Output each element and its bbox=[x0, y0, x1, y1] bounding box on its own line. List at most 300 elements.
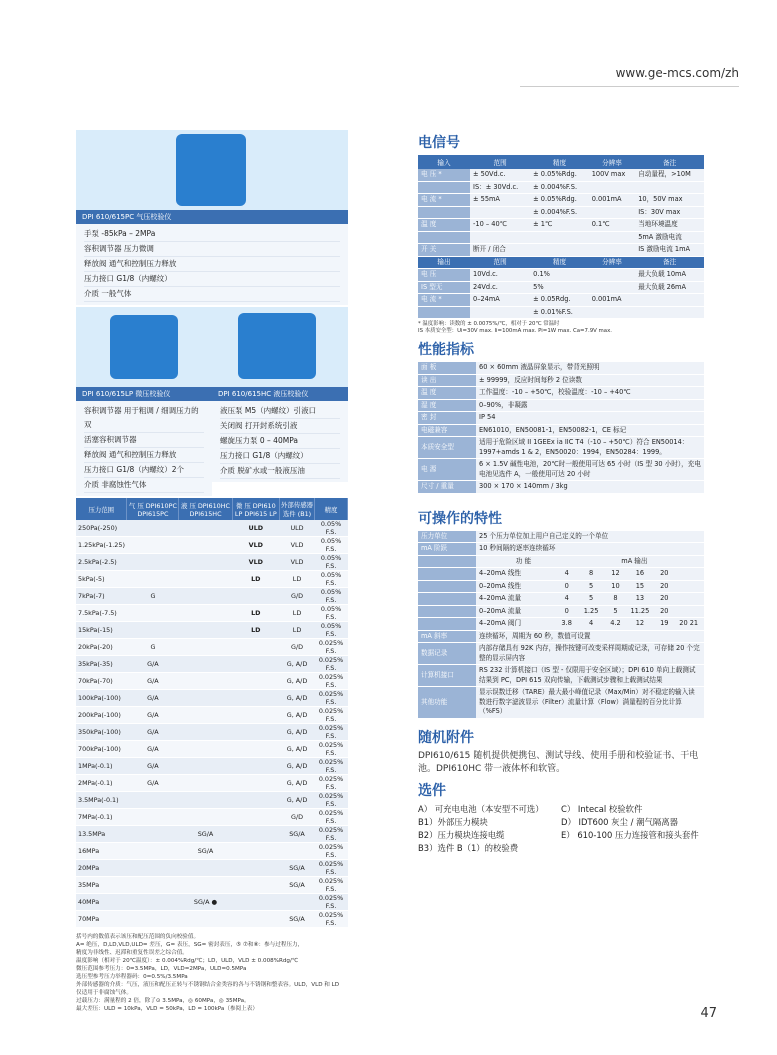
oper-table bbox=[418, 531, 704, 719]
perf-row-value: IP 54 bbox=[476, 412, 704, 425]
spec-cell: SG/A bbox=[280, 860, 315, 877]
spec-cell: G/D bbox=[280, 809, 315, 826]
out-row bbox=[418, 269, 704, 282]
out-row-cell bbox=[470, 306, 530, 319]
perf-row bbox=[418, 424, 704, 437]
spec-row bbox=[76, 537, 348, 554]
out-header: 分辨率 bbox=[589, 256, 635, 269]
func-cell: 16 bbox=[635, 569, 645, 577]
func-cell: 10 bbox=[611, 581, 620, 590]
out-row-cell: 0.001mA bbox=[589, 294, 635, 307]
option-item: B1）外部压力模块 bbox=[418, 816, 488, 827]
spec-row bbox=[76, 775, 348, 792]
spec-cell: 100kPa(-100) bbox=[76, 690, 127, 707]
func-header-row bbox=[418, 555, 704, 568]
spec-cell: 0.025% F.S. bbox=[315, 775, 348, 792]
func-cell: 3.8 bbox=[561, 619, 572, 627]
elec-row-cell: 自动量程，>10M bbox=[635, 169, 704, 181]
func-cell: 4 bbox=[588, 619, 594, 627]
spec-cell: 7MPa(-0.1) bbox=[76, 809, 127, 826]
perf-row-label: 密 封 bbox=[418, 412, 476, 425]
desc-line: 介质 脱矿水或一般液压油 bbox=[220, 464, 340, 479]
perf-row-value: 0–90%，非凝露 bbox=[476, 399, 704, 412]
spec-cell: SG/A bbox=[179, 826, 232, 843]
func-cell: 20 bbox=[660, 581, 669, 590]
spec-cell: G/A bbox=[127, 741, 179, 758]
func-cell bbox=[677, 594, 701, 604]
out-row-cell bbox=[635, 294, 704, 307]
perf-row-label: 本质安全型 bbox=[418, 437, 476, 459]
oper-row-label: 计算机接口 bbox=[418, 665, 476, 687]
option-item: D） IDT600 灰尘 / 潮气隔离器 bbox=[561, 816, 678, 827]
func-cell: 19 bbox=[660, 619, 669, 627]
func-row bbox=[418, 580, 704, 593]
elec-row-cell bbox=[418, 231, 470, 244]
out-row bbox=[418, 294, 704, 307]
oper-row-label: mA 阶跃 bbox=[418, 543, 476, 556]
spec-cell bbox=[232, 673, 279, 690]
spec-cell bbox=[179, 537, 232, 554]
spec-cell bbox=[127, 911, 179, 928]
elec-row-cell: 100V max bbox=[589, 169, 635, 181]
elec-row-cell: 电 流 * bbox=[418, 194, 470, 207]
spec-cell: SG/A bbox=[179, 843, 232, 860]
elec-title: 电信号 bbox=[418, 135, 460, 151]
spec-cell bbox=[127, 826, 179, 843]
perf-row-label: 湿 度 bbox=[418, 399, 476, 412]
lp-caption: DPI 610/615LP 微压校验仪 bbox=[76, 387, 212, 401]
func-cell: 4–20mA 线性 bbox=[479, 569, 522, 577]
out-row-cell: 最大负载 26mA bbox=[635, 281, 704, 294]
spec-row bbox=[76, 758, 348, 775]
spec-cell bbox=[179, 656, 232, 673]
elec-row-cell bbox=[470, 206, 530, 219]
note-line: 微压范围参考压力：0=3.5MPa，LD，VLD=2MPa，ULD=0.5MPa bbox=[76, 966, 247, 972]
spec-header: 外部传感器选件 (B1) bbox=[280, 498, 315, 520]
spec-cell bbox=[232, 911, 279, 928]
out-row-cell: ± 0.05Rdg. bbox=[530, 294, 589, 307]
func-spacer bbox=[418, 618, 476, 631]
spec-cell: 0.05% F.S. bbox=[315, 588, 348, 605]
oper-title: 可操作的特性 bbox=[418, 510, 502, 527]
perf-row-value: ± 99999，反应时间每秒 2 位读数 bbox=[476, 374, 704, 387]
spec-cell: 70MPa bbox=[76, 911, 127, 928]
spec-cell: G/A bbox=[127, 656, 179, 673]
elec-row bbox=[418, 169, 704, 181]
spec-cell bbox=[127, 520, 179, 537]
perf-title: 性能指标 bbox=[418, 342, 474, 358]
spec-cell: 13.5MPa bbox=[76, 826, 127, 843]
out-row-cell bbox=[589, 306, 635, 319]
spec-row bbox=[76, 894, 348, 911]
func-row-cell bbox=[476, 580, 704, 593]
spec-header: 气 压 DPI610PC DPI615PC bbox=[127, 498, 179, 520]
oper-row bbox=[418, 665, 704, 687]
spec-row bbox=[76, 877, 348, 894]
oper-row-label: 数据记录 bbox=[418, 643, 476, 665]
spec-cell bbox=[280, 843, 315, 860]
out-row-cell: 10Vd.c. bbox=[470, 269, 530, 282]
lp-device-photo bbox=[76, 307, 212, 387]
spec-cell: 0.025% F.S. bbox=[315, 639, 348, 656]
out-row-cell: 5% bbox=[530, 281, 589, 294]
func-cell: 8 bbox=[613, 594, 618, 602]
spec-row bbox=[76, 826, 348, 843]
spec-cell bbox=[179, 809, 232, 826]
spec-cell: G/A bbox=[127, 775, 179, 792]
func-cell bbox=[677, 569, 701, 579]
oper-row bbox=[418, 531, 704, 543]
spec-cell: LD bbox=[232, 605, 279, 622]
oper-row-value: 25 个压力单位加上用户自己定义的一个单位 bbox=[476, 531, 704, 543]
perf-row bbox=[418, 399, 704, 412]
spec-cell: ULD bbox=[232, 520, 279, 537]
out-row-cell: 0.1% bbox=[530, 269, 589, 282]
func-row bbox=[418, 593, 704, 606]
spec-cell: 0.025% F.S. bbox=[315, 758, 348, 775]
out-header: 精度 bbox=[530, 256, 589, 269]
pressure-spec-table bbox=[76, 498, 348, 928]
elec-row bbox=[418, 194, 704, 207]
out-row-cell: 最大负载 10mA bbox=[635, 269, 704, 282]
option-item: A） 可充电电池（本安型不可选） bbox=[418, 803, 544, 814]
pc-device-photo bbox=[76, 130, 348, 210]
spec-cell bbox=[179, 758, 232, 775]
spec-cell: 5kPa(-5) bbox=[76, 571, 127, 588]
spec-cell: G, A/D bbox=[280, 741, 315, 758]
elec-row-cell bbox=[635, 181, 704, 194]
spec-cell bbox=[127, 843, 179, 860]
desc-line: 介质 一般气体 bbox=[84, 287, 340, 302]
func-cell: 20 bbox=[660, 606, 669, 615]
spec-cell bbox=[179, 520, 232, 537]
out-row-cell bbox=[589, 281, 635, 294]
spec-cell bbox=[179, 911, 232, 928]
elec-row-cell bbox=[530, 244, 589, 257]
spec-header: 微 压 DPI610 LP DPI615 LP bbox=[232, 498, 279, 520]
spec-row bbox=[76, 911, 348, 928]
elec-row bbox=[418, 219, 704, 232]
elec-row-cell: IS：30V max bbox=[635, 206, 704, 219]
spec-cell: 2.5kPa(-2.5) bbox=[76, 554, 127, 571]
spec-row bbox=[76, 605, 348, 622]
note-line: 仅适用于非腐蚀气体。 bbox=[76, 990, 132, 996]
elec-row-cell: ± 0.05%Rdg. bbox=[530, 194, 589, 207]
spec-cell: 0.025% F.S. bbox=[315, 894, 348, 911]
func-row bbox=[418, 605, 704, 618]
spec-cell bbox=[179, 639, 232, 656]
spec-cell: 20MPa bbox=[76, 860, 127, 877]
perf-row bbox=[418, 412, 704, 425]
spec-cell: 0.025% F.S. bbox=[315, 792, 348, 809]
spec-cell: 0.025% F.S. bbox=[315, 877, 348, 894]
spec-cell: 0.05% F.S. bbox=[315, 520, 348, 537]
spec-row bbox=[76, 843, 348, 860]
spec-cell bbox=[232, 826, 279, 843]
spec-cell bbox=[127, 792, 179, 809]
elec-row bbox=[418, 181, 704, 194]
elec-header: 精度 bbox=[530, 155, 589, 169]
func-cell: 4–20mA 流量 bbox=[479, 594, 522, 602]
oper-row-value: 显示误数迁移（TARE）最大最小峰值记录（Max/Min）对不稳定的输入读数进行数字滤波显示（Filter）流量计算（Flow）满量程的百分比计算（%FS） bbox=[476, 687, 704, 719]
acc-title: 随机附件 bbox=[418, 729, 474, 746]
spec-cell: 0.05% F.S. bbox=[315, 571, 348, 588]
pc-caption: DPI 610/615PC 气压校验仪 bbox=[76, 210, 348, 224]
spec-cell bbox=[232, 588, 279, 605]
desc-line: 释放阀 通气和控制压力释放 bbox=[84, 257, 340, 272]
elec-row-cell bbox=[530, 231, 589, 244]
spec-cell: 7kPa(-7) bbox=[76, 588, 127, 605]
spec-cell: 0.05% F.S. bbox=[315, 554, 348, 571]
spec-row bbox=[76, 639, 348, 656]
spec-cell: SG/A bbox=[280, 911, 315, 928]
spec-cell bbox=[179, 741, 232, 758]
spec-cell: 0.05% F.S. bbox=[315, 605, 348, 622]
spec-cell: G/A bbox=[127, 758, 179, 775]
oper-row bbox=[418, 630, 704, 643]
func-cell: 4.2 bbox=[610, 619, 621, 627]
elec-row bbox=[418, 206, 704, 219]
note-line: 选压型参考压力举程器码：0=0.5%/3.5MPa bbox=[76, 974, 188, 980]
spec-cell: 40MPa bbox=[76, 894, 127, 911]
spec-row bbox=[76, 741, 348, 758]
func-cell: 0 bbox=[564, 606, 569, 615]
func-cell: 5 bbox=[588, 594, 594, 602]
spec-cell bbox=[232, 724, 279, 741]
spec-cell: 0.025% F.S. bbox=[315, 809, 348, 826]
spec-cell bbox=[127, 877, 179, 894]
spec-cell bbox=[127, 554, 179, 571]
desc-line: 活塞容积调节器 bbox=[84, 433, 204, 448]
spec-cell: LD bbox=[232, 622, 279, 639]
spec-cell: VLD bbox=[232, 537, 279, 554]
out-row-cell: ± 0.01%F.S. bbox=[530, 306, 589, 319]
spec-cell bbox=[232, 843, 279, 860]
func-row bbox=[418, 618, 704, 631]
elec-row-cell: 电 压 * bbox=[418, 169, 470, 181]
spec-row bbox=[76, 724, 348, 741]
func-header: 功 能 bbox=[515, 556, 532, 565]
spec-cell: 15kPa(-15) bbox=[76, 622, 127, 639]
spec-cell: 0.025% F.S. bbox=[315, 724, 348, 741]
spec-cell bbox=[179, 690, 232, 707]
perf-row-label: 电 源 bbox=[418, 459, 476, 481]
out-row-cell bbox=[418, 306, 470, 319]
perf-row-label: 电磁兼容 bbox=[418, 424, 476, 437]
spec-cell: G/A bbox=[127, 690, 179, 707]
elec-row-cell: 温 度 bbox=[418, 219, 470, 232]
spec-cell bbox=[179, 877, 232, 894]
spec-row bbox=[76, 673, 348, 690]
elec-row-cell: ± 50Vd.c. bbox=[470, 169, 530, 181]
elec-row-cell: 当地环境温度 bbox=[635, 219, 704, 232]
spec-cell: 16MPa bbox=[76, 843, 127, 860]
spec-cell: 0.025% F.S. bbox=[315, 673, 348, 690]
func-header: mA 输出 bbox=[621, 556, 648, 565]
func-cell: 12 bbox=[611, 569, 620, 577]
spec-cell: G, A/D bbox=[280, 707, 315, 724]
spec-header: 精度 bbox=[315, 498, 348, 520]
option-item: E） 610-100 压力连接管和接头套件 bbox=[561, 829, 699, 840]
spec-cell bbox=[232, 639, 279, 656]
spec-cell: 0.025% F.S. bbox=[315, 826, 348, 843]
spec-cell: G, A/D bbox=[280, 673, 315, 690]
spec-cell bbox=[232, 877, 279, 894]
func-header-cell bbox=[476, 555, 704, 568]
spec-cell bbox=[232, 707, 279, 724]
elec-header: 分辨率 bbox=[589, 155, 635, 169]
elec-row bbox=[418, 231, 704, 244]
opt-title: 选件 bbox=[418, 782, 446, 799]
desc-line: 压力接口 G1/8（内螺纹） bbox=[220, 449, 340, 464]
desc-line: 释放阀 通气和控制压力释放 bbox=[84, 448, 204, 463]
perf-row bbox=[418, 387, 704, 400]
left-column bbox=[76, 130, 348, 1013]
spec-cell: G, A/D bbox=[280, 792, 315, 809]
spec-notes bbox=[76, 933, 348, 1013]
func-row-cell bbox=[476, 605, 704, 618]
spec-cell: G/D bbox=[280, 588, 315, 605]
spec-cell bbox=[179, 554, 232, 571]
perf-row-value: 60 × 60mm 液晶屏象显示，带背光照明 bbox=[476, 362, 704, 374]
func-spacer bbox=[418, 605, 476, 618]
spec-cell: 1.25kPa(-1.25) bbox=[76, 537, 127, 554]
spec-cell: VLD bbox=[280, 537, 315, 554]
spec-cell: G, A/D bbox=[280, 656, 315, 673]
spec-cell: G/A bbox=[127, 707, 179, 724]
perf-row-value: 适用于危险区域 II 1GEEx ia IIC T4（-10 – +50℃）符合 EN50014：1997+amds 1 & 2，EN50020：1994，EN50284：1999。 bbox=[476, 437, 704, 459]
spec-cell: 70kPa(-70) bbox=[76, 673, 127, 690]
func-cell: 8 bbox=[588, 569, 594, 577]
func-cell: 1.25 bbox=[583, 606, 599, 615]
spec-cell: LD bbox=[280, 605, 315, 622]
spec-row bbox=[76, 690, 348, 707]
perf-row bbox=[418, 459, 704, 481]
oper-row-value: 连续循环，周期为 60 秒，数值可设置 bbox=[476, 630, 704, 643]
perf-row bbox=[418, 481, 704, 494]
func-row bbox=[418, 568, 704, 581]
spec-cell: 1MPa(-0.1) bbox=[76, 758, 127, 775]
spec-cell: SG/A bbox=[280, 826, 315, 843]
spec-cell: 250Pa(-250) bbox=[76, 520, 127, 537]
spec-cell bbox=[179, 571, 232, 588]
spec-cell: SG/A bbox=[280, 877, 315, 894]
func-spacer bbox=[418, 593, 476, 606]
out-row-cell: 24Vd.c. bbox=[470, 281, 530, 294]
note-line: 括号内的数值表示该压和配压范围的负向校验值。 bbox=[76, 934, 200, 940]
spec-cell bbox=[179, 860, 232, 877]
out-header-row bbox=[418, 256, 704, 269]
oper-row-label: 其他功能 bbox=[418, 687, 476, 719]
spec-cell: LD bbox=[280, 571, 315, 588]
perf-row-value: EN61010，EN50081-1，EN50082-1，CE 标记 bbox=[476, 424, 704, 437]
desc-line: 液压泵 M5（内螺纹）引液口 bbox=[220, 404, 340, 419]
elec-row-cell: 5mA 激励电流 bbox=[635, 231, 704, 244]
spec-cell: G/A bbox=[127, 673, 179, 690]
elec-row-cell: ± 0.004%F.S. bbox=[530, 181, 589, 194]
spec-cell: 3.5MPa(-0.1) bbox=[76, 792, 127, 809]
spec-cell bbox=[179, 605, 232, 622]
desc-line: 压力接口 G1/8（内螺纹）2个 bbox=[84, 463, 204, 478]
elec-row-cell bbox=[589, 231, 635, 244]
func-cell: 13 bbox=[635, 594, 645, 602]
spec-cell bbox=[127, 809, 179, 826]
elec-header: 备注 bbox=[635, 155, 704, 169]
out-header: 输出 bbox=[418, 256, 470, 269]
spec-cell bbox=[179, 707, 232, 724]
spec-cell: 0.025% F.S. bbox=[315, 690, 348, 707]
spec-cell bbox=[232, 860, 279, 877]
desc-line: 螺旋压力泵 0 – 40MPa bbox=[220, 434, 340, 449]
spec-cell: 35MPa bbox=[76, 877, 127, 894]
note-line: 温度影响（相对于 20℃温度）：± 0.004%Rdg/℃；LD，ULD，VLD ± 0.008%Rdg/℃ bbox=[76, 958, 299, 964]
out-header: 备注 bbox=[635, 256, 704, 269]
spec-cell: G, A/D bbox=[280, 758, 315, 775]
elec-row-cell bbox=[589, 181, 635, 194]
hc-device-photo bbox=[212, 307, 348, 387]
elec-row-cell: 0.1℃ bbox=[589, 219, 635, 232]
spec-cell: 0.05% F.S. bbox=[315, 537, 348, 554]
spec-cell bbox=[232, 809, 279, 826]
func-row-cell bbox=[476, 568, 704, 581]
func-cell: 0 bbox=[564, 581, 569, 590]
perf-table bbox=[418, 362, 704, 494]
options-list bbox=[418, 803, 704, 855]
func-cell: 4 bbox=[564, 569, 569, 577]
oper-row-label: 压力单位 bbox=[418, 531, 476, 543]
spec-cell: 0.025% F.S. bbox=[315, 911, 348, 928]
func-row-cell bbox=[476, 593, 704, 606]
elec-row-cell bbox=[418, 181, 470, 194]
oper-row-value: RS 232 计算机接口（IS 型 - 仅限用于安全区域）；DPI 610 单向上载测试结果到 PC，DPI 615 双向传输，下载测试步骤和上载测试结果 bbox=[476, 665, 704, 687]
spec-cell bbox=[179, 724, 232, 741]
spec-cell: 7.5kPa(-7.5) bbox=[76, 605, 127, 622]
spec-cell bbox=[127, 894, 179, 911]
spec-cell bbox=[232, 656, 279, 673]
out-header: 范围 bbox=[470, 256, 530, 269]
perf-row-label: 面 板 bbox=[418, 362, 476, 374]
site-url[interactable]: www.ge-mcs.com/zh bbox=[615, 66, 739, 80]
oper-row-label: mA 斜率 bbox=[418, 630, 476, 643]
spec-row bbox=[76, 707, 348, 724]
footnote-line: * 温度影响：读数的 ± 0.0075%/℃，相对于 20℃ 常温时 bbox=[418, 321, 560, 327]
spec-cell bbox=[232, 894, 279, 911]
spec-cell: G, A/D bbox=[280, 724, 315, 741]
spec-row bbox=[76, 656, 348, 673]
func-spacer bbox=[418, 580, 476, 593]
spec-cell: 2MPa(-0.1) bbox=[76, 775, 127, 792]
spec-row bbox=[76, 792, 348, 809]
spec-cell bbox=[280, 894, 315, 911]
func-cell: 11.25 bbox=[630, 606, 650, 615]
spec-cell bbox=[232, 792, 279, 809]
desc-line: 介质 非腐蚀性气体 bbox=[84, 478, 204, 493]
func-cell: 20 21 bbox=[679, 619, 699, 627]
elec-header: 范围 bbox=[470, 155, 530, 169]
spec-row bbox=[76, 554, 348, 571]
out-row-cell bbox=[635, 306, 704, 319]
note-line: A= 绝压，D,LD,VLD,ULD= 差压，G= 表压，SG= 密封表压，⑤ ⑦和⑧：参与过程压力， bbox=[76, 942, 304, 948]
oper-row-value: 内部存储具有 92K 内存，操作按键可改变采样周期或记录，可存储 20 个完整的显示屏内容 bbox=[476, 643, 704, 665]
spec-row bbox=[76, 860, 348, 877]
pc-desc bbox=[76, 224, 348, 305]
spec-cell: G, A/D bbox=[280, 690, 315, 707]
perf-row bbox=[418, 374, 704, 387]
spec-cell: 35kPa(-35) bbox=[76, 656, 127, 673]
spec-cell: SG/A ● bbox=[179, 894, 232, 911]
elec-row-cell: ± 0.004%F.S. bbox=[530, 206, 589, 219]
note-line: 最大差压：ULD = 10kPa，VLD = 50kPa，LD = 100kPa（参阅上表） bbox=[76, 1006, 258, 1012]
